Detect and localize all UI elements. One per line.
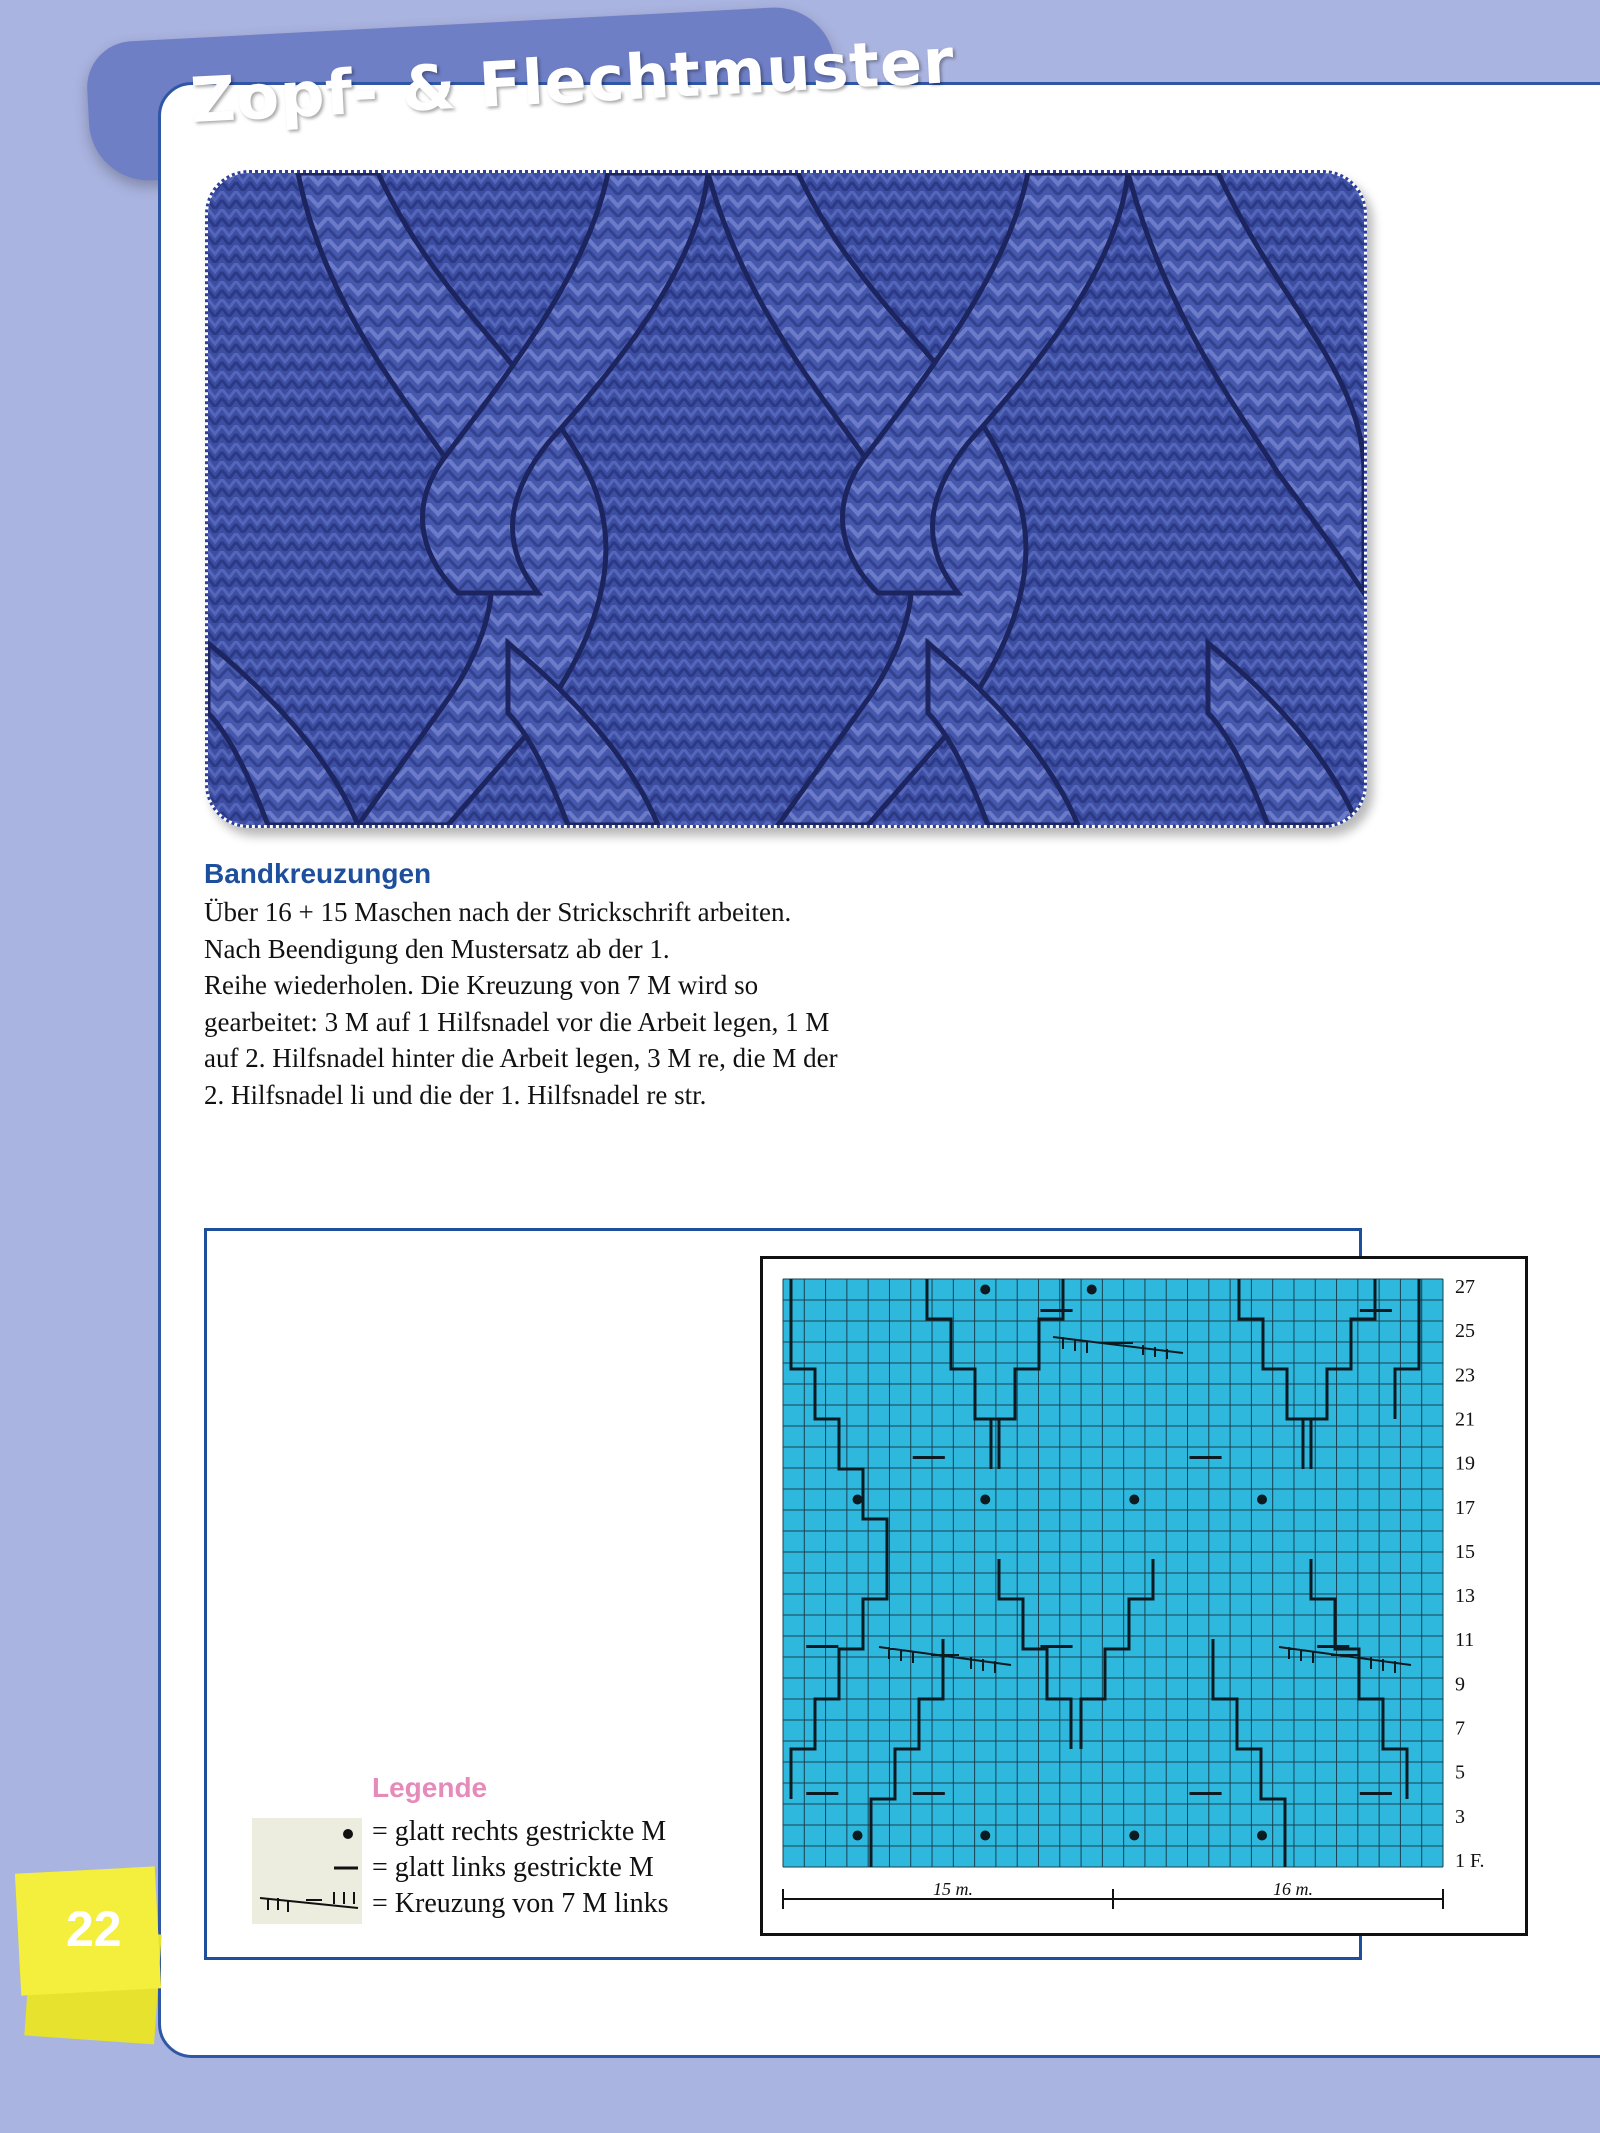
knit-dot xyxy=(980,1285,990,1295)
page-title: Zopf- & Flechtmuster xyxy=(188,24,957,137)
knitting-chart xyxy=(760,1256,1528,1936)
chart-row-label: 11 xyxy=(1455,1629,1475,1652)
chart-row-label: 25 xyxy=(1455,1320,1475,1343)
knit-dot xyxy=(1129,1495,1139,1505)
chart-row-label: 5 xyxy=(1455,1761,1465,1784)
chart-row-label: 13 xyxy=(1455,1585,1475,1608)
chart-row-label: 9 xyxy=(1455,1673,1465,1696)
chart-row-label: 17 xyxy=(1455,1496,1475,1519)
knit-dot xyxy=(1129,1831,1139,1841)
instruction-line: 2. Hilfsnadel li und die der 1. Hilfsnadel re str. xyxy=(204,1079,707,1110)
instruction-line: auf 2. Hilfsnadel hinter die Arbeit legen, 3 M re, die M der xyxy=(204,1043,838,1073)
instruction-line: Reihe wiederholen. Die Kreuzung von 7 M wird so xyxy=(204,970,759,1000)
knit-dot xyxy=(1087,1285,1097,1295)
knit-dot xyxy=(1257,1831,1267,1841)
chart-row-label: 1 F. xyxy=(1455,1850,1485,1872)
chart-row-label: 23 xyxy=(1455,1364,1475,1387)
legend-item-knit: = glatt rechts gestrickte M xyxy=(372,1816,667,1847)
pattern-instructions xyxy=(204,894,864,1113)
width-label-right: 16 m. xyxy=(1273,1879,1313,1899)
dot-symbol-icon xyxy=(343,1829,353,1839)
page-number: 22 xyxy=(66,1901,122,1957)
instruction-line: Über 16 + 15 Maschen nach der Strickschrift arbeiten. xyxy=(204,897,792,927)
pattern-heading: Bandkreuzungen xyxy=(204,858,432,889)
knit-dot xyxy=(1257,1495,1267,1505)
chart-row-label: 21 xyxy=(1455,1408,1475,1431)
chart-row-label: 7 xyxy=(1455,1717,1465,1740)
chart-row-label: 19 xyxy=(1455,1452,1475,1475)
cross-symbol-icon xyxy=(260,1892,358,1912)
legend-item-cross: = Kreuzung von 7 M links xyxy=(372,1888,669,1919)
chart-row-label: 3 xyxy=(1455,1805,1465,1828)
knit-dot xyxy=(980,1831,990,1841)
instruction-line: gearbeitet: 3 M auf 1 Hilfsnadel vor die Arbeit legen, 1 M xyxy=(204,1006,830,1037)
knitting-swatch-photo xyxy=(205,170,1367,828)
chart-row-label: 15 xyxy=(1455,1540,1475,1563)
legend-item-purl: = glatt links gestrickte M xyxy=(372,1852,654,1883)
knit-dot xyxy=(853,1831,863,1841)
width-label-left: 15 m. xyxy=(933,1879,973,1899)
knit-dot xyxy=(980,1495,990,1505)
instruction-line: Nach Beendigung den Mustersatz ab der 1. xyxy=(204,933,670,964)
legend-title: Legende xyxy=(372,1772,488,1803)
legend-symbols xyxy=(252,1818,362,1924)
knit-dot xyxy=(853,1495,863,1505)
chart-row-label: 27 xyxy=(1455,1276,1475,1298)
